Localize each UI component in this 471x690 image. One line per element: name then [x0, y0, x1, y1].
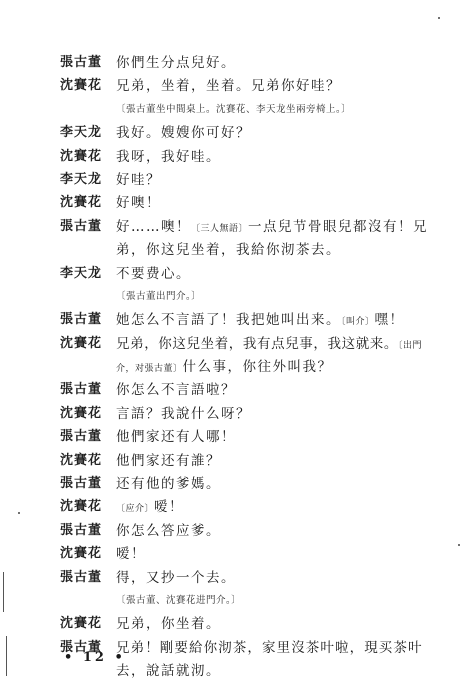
dialogue-text: 好哇？: [116, 171, 161, 188]
scan-speck: [18, 512, 20, 514]
dialogue-line: [60, 190, 440, 213]
dialogue-line: [60, 120, 440, 143]
dialogue-text: 我好。嫂嫂你可好？: [116, 125, 251, 142]
dialogue-text: 不要费心。: [116, 265, 191, 282]
speaker-name: 張古董: [60, 476, 103, 492]
speaker-name: 張古董: [60, 429, 103, 445]
speaker-name: 張古董: [60, 55, 103, 70]
dialogue-line: [60, 518, 440, 541]
dialogue-text: 嗳！: [116, 546, 146, 563]
dialogue-line: [60, 565, 440, 588]
speaker-name: 沈賽花: [60, 452, 103, 468]
dialogue-text: [116, 308, 405, 328]
dialogue-line: [60, 331, 440, 354]
dialogue-line: [60, 307, 440, 330]
stage-direction: 〔張古董坐中間桌上。沈賽花、李天龙坐兩旁椅上。〕: [116, 103, 352, 115]
dialogue-text: 他們家还有人哪！: [116, 429, 236, 446]
speaker-name: 沈賽花: [60, 78, 103, 94]
dialogue-line: [60, 448, 440, 471]
inline-stage-direction: 〔叫介〕: [341, 317, 375, 328]
dialogue-line: [60, 73, 440, 96]
inline-stage-direction: 〔三人無語〕: [191, 223, 249, 234]
dialogue-line: [60, 167, 440, 190]
speaker-name: 張古董: [60, 639, 103, 655]
inline-stage-direction: 〔应介〕: [116, 504, 155, 515]
dialogue-line: [60, 214, 440, 237]
dialogue-line: [60, 471, 440, 494]
dialogue-text: [116, 332, 422, 352]
dialogue-text: 弟，你这兒坐着，我給你沏茶去。: [116, 242, 341, 259]
stage-direction-line: [60, 284, 440, 307]
speaker-name: 張古董: [60, 569, 103, 585]
speaker-name: 沈賽花: [60, 195, 103, 211]
speaker-name: 李天龙: [60, 125, 103, 141]
dialogue-text: 还有他的爹媽。: [116, 476, 221, 493]
stage-direction: 〔張古董、沈賽花进門介。〕: [116, 594, 242, 606]
speaker-name: 沈賽花: [60, 616, 103, 632]
dialogue-line: [60, 261, 440, 284]
speaker-name: 張古董: [60, 218, 103, 234]
dialogue-text: 我呀，我好哇。: [116, 148, 221, 165]
speaker-name: 沈賽花: [60, 499, 103, 515]
dialogue-text: 兄弟！剛要給你沏茶，家里沒茶叶啦，現买茶叶: [116, 639, 423, 656]
dialogue-text: [116, 495, 184, 515]
dialogue-text-part: 什么事，你往外叫我？: [182, 359, 333, 376]
dialogue-text-part: 嗳！: [154, 499, 185, 516]
dialogue-text-part: 嘿！: [374, 312, 405, 329]
dialogue-line: [60, 611, 440, 634]
dialogue-text-part: 她怎么不言語了！我把她叫出来。: [116, 312, 341, 329]
dialogue-text-part: 一点兒节骨眼兒都沒有！兄: [248, 218, 429, 235]
dialogue-line: [60, 424, 440, 447]
dialogue-text: [116, 215, 428, 235]
speaker-name: 沈賽花: [60, 148, 103, 164]
dialogue-text: 言語？我說什么呀？: [116, 405, 251, 422]
dialogue-line: [60, 541, 440, 564]
speaker-name: 張古董: [60, 312, 103, 328]
speaker-name: 張古董: [60, 382, 103, 398]
dialogue-text: 兄弟，坐着，坐着。兄弟你好哇？: [116, 78, 341, 95]
dialogue-text: 得，又抄一个去。: [116, 569, 236, 586]
dialogue-text: 你怎么答应爹。: [116, 522, 221, 539]
inline-stage-direction: 介，对張古董〕: [116, 364, 183, 375]
speaker-name: 沈賽花: [60, 335, 103, 351]
scan-speck: [438, 17, 440, 19]
stage-direction-line: [60, 97, 440, 120]
dialogue-line: [60, 50, 440, 73]
speaker-name: 張古董: [60, 522, 103, 538]
dialogue-text: 兄弟，你坐着。: [116, 616, 221, 633]
dialogue-line: [60, 144, 440, 167]
inline-stage-direction: 〔出門: [398, 340, 423, 351]
dialogue-text: 你們生分点兒好。: [116, 55, 236, 71]
speaker-name: 沈賽花: [60, 546, 103, 562]
dialogue-text: 好噢！: [116, 195, 161, 212]
scan-edge-mark: [3, 572, 4, 612]
dialogue-text-part: 好……噢！: [116, 218, 191, 235]
speaker-name: 李天龙: [60, 171, 103, 187]
dialogue-text-part: 兄弟，你这兒坐着，我有点兒事，我这就来。: [116, 335, 398, 352]
dialogue-text: 他們家还有誰？: [116, 452, 221, 469]
dialogue-text: 你怎么不言語啦？: [116, 382, 236, 399]
stage-direction: 〔張古董出門介。〕: [116, 290, 202, 302]
dialogue-text: 去，說話就沏。: [116, 663, 221, 680]
dialogue-line: [60, 401, 440, 424]
speaker-name: 沈賽花: [60, 405, 103, 421]
dialogue-line: [60, 377, 440, 400]
stage-direction-line: [60, 588, 440, 611]
script-dialogue: [60, 50, 440, 682]
speaker-name: 李天龙: [60, 265, 103, 281]
scan-speck: [458, 544, 460, 546]
scan-edge-mark: [6, 636, 7, 676]
dialogue-continuation-line: [60, 354, 440, 377]
dialogue-line: [60, 494, 440, 517]
page-number: • 12 •: [64, 650, 126, 665]
dialogue-continuation-line: [60, 237, 440, 260]
dialogue-text: [116, 355, 333, 375]
